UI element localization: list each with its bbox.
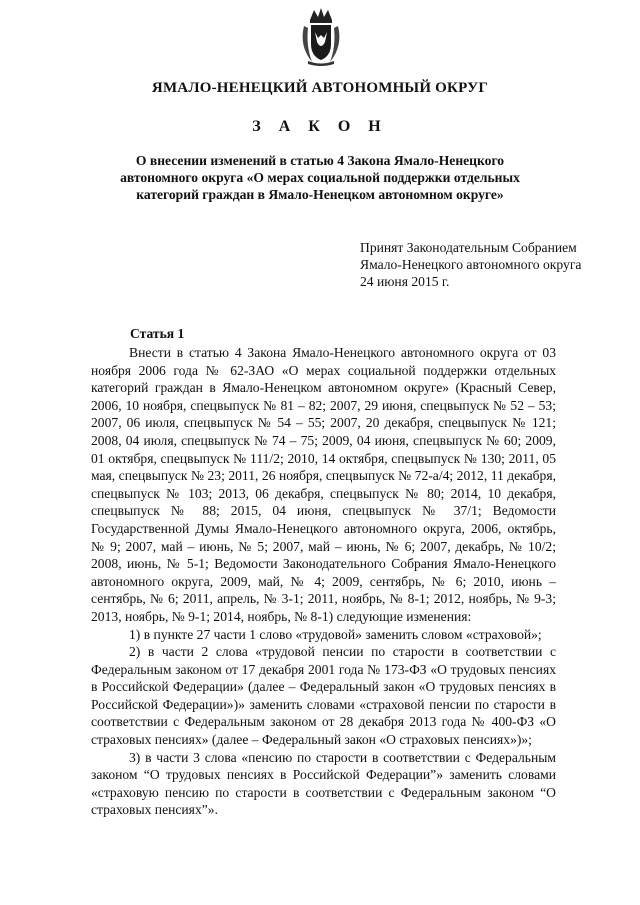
adoption-note xyxy=(360,239,640,290)
article-body xyxy=(91,344,556,819)
adoption-line-2: Ямало-Ненецкого автономного округа xyxy=(360,257,582,272)
article-heading: Статья 1 xyxy=(130,326,185,341)
adoption-line-1: Принят Законодательным Собранием xyxy=(360,240,577,255)
coat-of-arms-icon xyxy=(298,6,344,68)
adoption-date: 24 июня 2015 г. xyxy=(360,274,450,289)
region-heading: ЯМАЛО-НЕНЕЦКИЙ АВТОНОМНЫЙ ОКРУГ xyxy=(151,80,489,96)
amendment-item-1: 1) в пункте 27 части 1 слово «трудовой» заменить словом «страховой»; xyxy=(129,626,542,642)
document-type-heading: З А К О Н xyxy=(252,118,388,135)
law-title: О внесении изменений в статью 4 Закона Ямало-Ненецкого автономного округа «О мерах социальной поддержки отдельных категорий граждан в Ямало-Ненецком автономном округе» xyxy=(120,153,520,202)
amendment-item-2: 2) в части 2 слова «трудовой пенсии по старости в соответствии с Федеральным законом от 17 декабря 2001 года № 173-ФЗ «О трудовых пенсиях в Российской Федерации» (далее – Федеральный закон «О трудовых пенсиях в Российской Федерации»)» заменить словами «страховой пенсии по старости в соответствии с Федеральным законом от 28 декабря 2013 года № 400-ФЗ «О страховых пенсиях» (далее – Федеральный закон «О страховых пенсиях»)»; xyxy=(91,644,556,748)
article-paragraph: Внести в статью 4 Закона Ямало-Ненецкого автономного округа от 03 ноября 2006 года № 62-ЗАО «О мерах социальной поддержки отдельных категорий граждан в Ямало-Ненецком автономном округе» (Красный Север, 2006, 10 ноября, спецвыпуск № 81 – 82; 2007, 29 июня, спецвыпуск № 52 – 53; 2007, 06 июля, спецвыпуск № 54 – 55; 2007, 20 декабря, спецвыпуск № 121; 2008, 04 июля, спецвыпуск № 74 – 75; 2009, 04 июня, спецвыпуск № 60; 2009, 01 октября, спецвыпуск № 111/2; 2010, 14 октября, спецвыпуск № 130; 2011, 05 мая, спецвыпуск № 23; 2011, 26 ноября, спецвыпуск № 72-а/4; 2012, 11 декабря, спецвыпуск № 103; 2013, 06 декабря, спецвыпуск № 80; 2014, 10 декабря, спецвыпуск № 88; 2015, 04 июня, спецвыпуск № 37/1; Ведомости Государственной Думы Ямало-Ненецкого автономного округа, 2006, октябрь, № 9; 2007, май – июнь, № 5; 2007, май – июнь, № 6; 2007, декабрь, № 10/2; 2008, июнь, № 5-1; Ведомости Законодательного Собрания Ямало-Ненецкого автономного округа, 2009, май, № 4; 2009, сентябрь, № 6; 2010, июнь – сентябрь, № 6; 2011, апрель, № 3-1; 2011, ноябрь, № 8-1; 2012, ноябрь, № 9-3; 2013, ноябрь, № 9-1; 2014, ноябрь, № 8-1) следующие изменения: xyxy=(91,345,556,624)
amendment-item-3: 3) в части 3 слова «пенсию по старости в соответствии с Федеральным законом “О трудовых пенсиях в Российской Федерации”» заменить словами «страховую пенсию по старости в соответствии с Федеральным законом “О страховых пенсиях”». xyxy=(91,749,556,818)
